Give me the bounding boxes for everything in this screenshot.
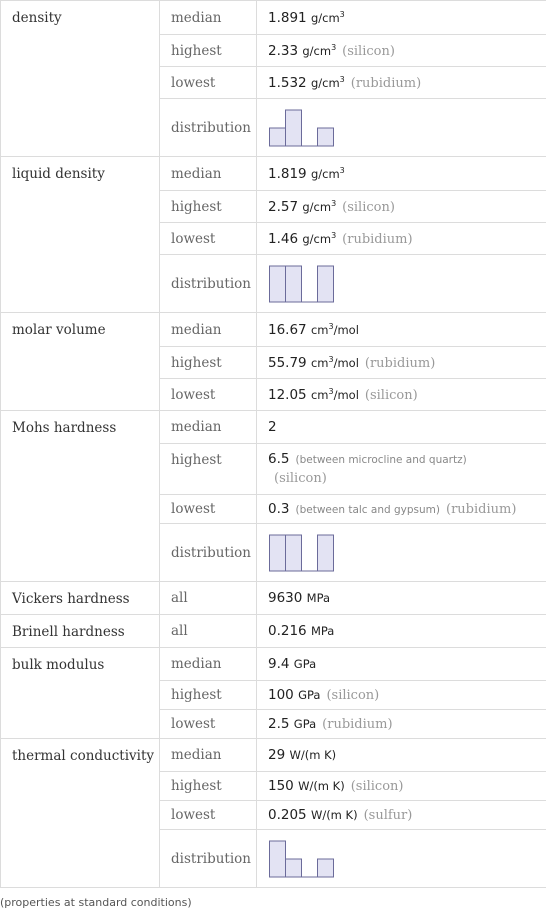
property-name: density (1, 1, 160, 157)
stat-value: 1.819 $g/cm^3$ (257, 157, 546, 191)
stat-label: median (160, 648, 257, 681)
footer-note: (properties at standard conditions) (0, 896, 192, 909)
stat-value: 6.5 (between microcline and quartz) (silicon) (257, 444, 546, 495)
stat-label: median (160, 411, 257, 444)
stat-label: lowest (160, 710, 257, 739)
stat-value: 1.891 $g/cm^3$ (257, 1, 546, 35)
stat-label: lowest (160, 801, 257, 830)
table-row (1, 648, 546, 681)
table-row (1, 739, 546, 772)
distribution-histogram (268, 263, 348, 305)
stat-value: 9630 MPa (257, 582, 546, 615)
property-name: molar volume (1, 313, 160, 411)
range-note: (between microcline and quartz) (295, 454, 467, 466)
stat-value: 55.79 $cm^3$/mol (rubidium) (257, 347, 546, 379)
distribution-histogram (268, 107, 348, 149)
stat-label: all (160, 582, 257, 615)
stat-label: median (160, 1, 257, 35)
histogram-bar (286, 110, 302, 146)
stat-label: lowest (160, 379, 257, 411)
element-note: (sulfur) (363, 808, 413, 823)
range-note: (between talc and gypsum) (295, 504, 440, 516)
histogram-bar (270, 841, 286, 877)
stat-label: distribution (160, 830, 257, 888)
stat-value: 2 (257, 411, 546, 444)
element-note: (rubidium) (322, 717, 393, 732)
table-row (1, 615, 546, 648)
stat-value: 12.05 $cm^3$/mol (silicon) (257, 379, 546, 411)
histogram-bar (318, 266, 334, 302)
element-note: (silicon) (342, 199, 395, 215)
element-note: (rubidium) (342, 231, 413, 247)
distribution-histogram (268, 532, 348, 574)
element-note: (rubidium) (350, 75, 422, 91)
stat-value: 2.5 GPa (rubidium) (257, 710, 546, 739)
histogram-bar (270, 266, 286, 302)
property-name: Mohs hardness (1, 411, 160, 582)
table-row (1, 157, 546, 191)
stat-label: highest (160, 35, 257, 67)
stat-label: lowest (160, 495, 257, 524)
histogram-bar (318, 535, 334, 571)
table-row (1, 1, 546, 35)
histogram-bar (318, 128, 334, 146)
stat-value: 16.67 $cm^3$/mol (257, 313, 546, 347)
element-note: (rubidium) (364, 355, 436, 371)
element-note: (silicon) (274, 471, 327, 486)
property-name: Brinell hardness (1, 615, 160, 648)
element-note: (silicon) (342, 43, 395, 59)
histogram-bar (270, 128, 286, 146)
histogram-bar (286, 535, 302, 571)
stat-value: 2.57 $g/cm^3$ (silicon) (257, 191, 546, 223)
stat-value: 0.205 W/(m K) (sulfur) (257, 801, 546, 830)
property-name: Vickers hardness (1, 582, 160, 615)
table-row (1, 411, 546, 444)
stat-label: highest (160, 347, 257, 379)
element-note: (silicon) (326, 688, 380, 703)
stat-label: distribution (160, 255, 257, 313)
stat-label: lowest (160, 67, 257, 99)
stat-label: all (160, 615, 257, 648)
stat-label: distribution (160, 524, 257, 582)
stat-value: 100 GPa (silicon) (257, 681, 546, 710)
table-row (1, 313, 546, 347)
stat-value: 0.3 (between talc and gypsum) (rubidium) (257, 495, 546, 524)
stat-label: median (160, 739, 257, 772)
stat-value: 9.4 GPa (257, 648, 546, 681)
stat-value: 2.33 $g/cm^3$ (silicon) (257, 35, 546, 67)
stat-label: highest (160, 444, 257, 495)
stat-value: 29 W/(m K) (257, 739, 546, 772)
element-note: (rubidium) (446, 502, 517, 517)
stat-label: median (160, 313, 257, 347)
histogram-bar (286, 859, 302, 877)
element-note: (silicon) (364, 387, 418, 403)
stat-label: lowest (160, 223, 257, 255)
stat-label: median (160, 157, 257, 191)
stat-value: 150 W/(m K) (silicon) (257, 772, 546, 801)
histogram-bar (270, 535, 286, 571)
element-note: (silicon) (350, 779, 404, 794)
stat-value: 0.216 MPa (257, 615, 546, 648)
distribution-histogram (268, 838, 348, 880)
stat-label: highest (160, 681, 257, 710)
stat-label: highest (160, 191, 257, 223)
property-name: thermal conductivity (1, 739, 160, 888)
stat-label: distribution (160, 99, 257, 157)
stat-label: highest (160, 772, 257, 801)
stat-value: 1.46 $g/cm^3$ (rubidium) (257, 223, 546, 255)
property-name: bulk modulus (1, 648, 160, 739)
histogram-bar (318, 859, 334, 877)
histogram-bar (286, 266, 302, 302)
table-row (1, 582, 546, 615)
property-name: liquid density (1, 157, 160, 313)
stat-value: 1.532 $g/cm^3$ (rubidium) (257, 67, 546, 99)
